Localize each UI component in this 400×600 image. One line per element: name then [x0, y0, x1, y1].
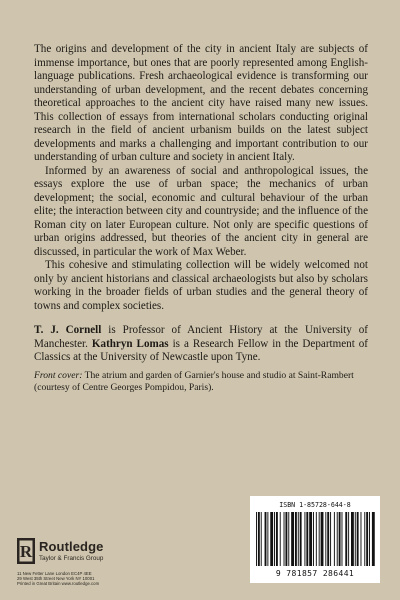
address-line-1: 11 New Fetter Lane London EC4P 4EE: [17, 571, 92, 576]
address-line-3: Printed in Great Britain www.routledge.com: [17, 581, 100, 587]
isbn-label: ISBN 1-85728-644-8: [279, 501, 351, 509]
barcode-number: 9 781857 286441: [275, 569, 355, 578]
cover-credit-text: The atrium and garden of Garnier's house and studio at Saint-Rambert (courtesy of Centre Georges Pompidou, Paris).: [34, 370, 354, 393]
author-bios: [34, 324, 368, 365]
publisher-group: Taylor & Francis Group: [39, 555, 104, 562]
author-bio-1: is Professor of Ancient History at the University of Manchester.: [34, 324, 368, 350]
cover-credit: [34, 370, 368, 394]
svg-text:R: R: [19, 542, 33, 561]
author-bio-2: is a Research Fellow in the Department of Classics at the University of Newcastle upon Tyne.: [34, 337, 368, 364]
blurb-paragraph-1: The origins and development of the city in ancient Italy are subjects of immense importance, but ones that are poorly represented among English-language publications. Fresh archaeological evidence is transforming our understanding of urban development, and the recent debates concerning theoretical approaches to the ancient city have raised many new issues. This collection of essays from international scholars conducting original research in the field of ancient urbanism builds on the latest subject developments and marks a challenging and important contribution to our understanding of urban culture and society in ancient Italy.: [34, 43, 368, 163]
barcode-icon: [254, 512, 376, 566]
author-name-2: Kathryn Lomas: [91, 337, 169, 350]
barcode-panel: [250, 496, 380, 583]
routledge-r-logo-icon: [17, 538, 35, 564]
publisher-address: [17, 571, 167, 587]
author-name-1: T. J. Cornell: [34, 324, 102, 336]
address-line-2: 29 West 35th Street New York NY 10001: [17, 576, 95, 582]
publisher-logo: [17, 538, 177, 568]
blurb: [34, 43, 368, 313]
publisher-name: Routledge: [39, 539, 104, 554]
blurb-paragraph-3: This cohesive and stimulating collection will be widely welcomed not only by ancient historians and classical archaeologists but also by scholars working in the broader fields of urban studies and the general theory of towns and complex societies.: [34, 259, 368, 312]
cover-credit-label: Front cover:: [34, 370, 83, 381]
blurb-paragraph-2: Informed by an awareness of social and anthropological issues, the essays explore the use of urban space; the mechanics of urban development; the social, economic and cultural behaviour of the urban elite; the interaction between city and countryside; and the influence of the Roman city on later European culture. Not only are specific questions of urban origins addressed, but theories of the ancient city in general are discussed, in particular the work of Max Weber.: [34, 164, 368, 258]
